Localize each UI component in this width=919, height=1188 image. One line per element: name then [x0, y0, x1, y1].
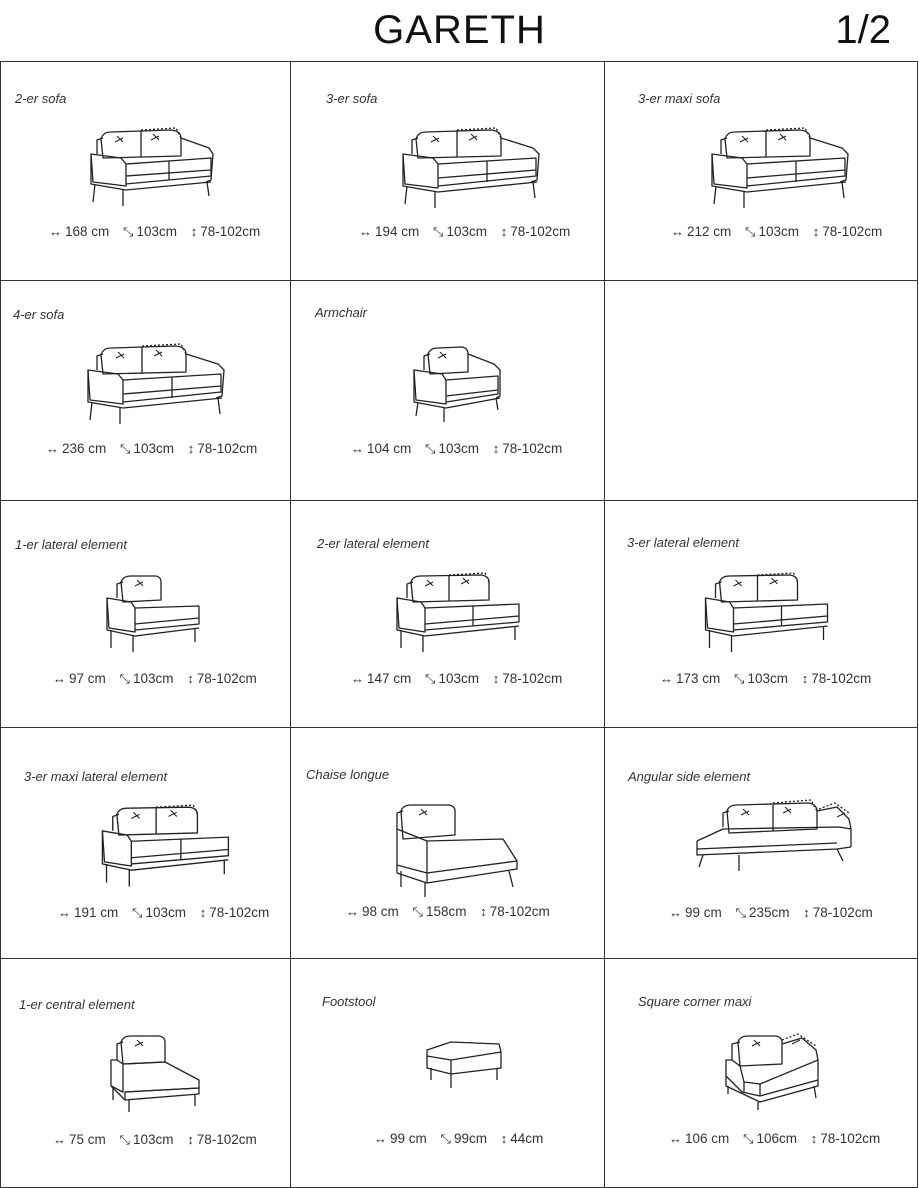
- depth-icon: ⤡: [120, 441, 131, 456]
- width-icon: ↔: [669, 1131, 682, 1146]
- product-cell: [0, 280, 291, 501]
- product-cell: [290, 280, 605, 501]
- height-icon: ↕: [500, 1131, 508, 1146]
- width-value: 191 cm: [74, 905, 119, 920]
- width-icon: ↔: [660, 671, 673, 686]
- width-value: 147 cm: [367, 671, 412, 686]
- depth-icon: ⤡: [440, 1131, 451, 1146]
- height-icon: ↕: [187, 671, 194, 686]
- product-grid: [0, 61, 918, 1188]
- depth-icon: ⤡: [119, 671, 130, 686]
- product-name: 2-er lateral element: [317, 536, 429, 551]
- depth-icon: ⤡: [132, 905, 143, 920]
- corner-drawing: [720, 1030, 835, 1120]
- dimensions: [359, 224, 570, 240]
- product-name: 3-er lateral element: [627, 535, 739, 550]
- width-value: 168 cm: [65, 224, 110, 239]
- page-number: 1/2: [835, 8, 891, 52]
- height-value: 78-102cm: [502, 671, 563, 686]
- width-icon: ↔: [346, 904, 359, 919]
- depth-icon: ⤡: [123, 224, 134, 239]
- depth-value: 103cm: [145, 905, 186, 920]
- product-cell: [604, 62, 918, 281]
- product-name: 1-er lateral element: [15, 537, 127, 552]
- dimensions: [351, 441, 562, 457]
- depth-value: 158cm: [425, 904, 467, 919]
- product-cell: [290, 500, 605, 728]
- width-icon: ↔: [49, 224, 62, 239]
- dimensions: [660, 671, 871, 687]
- empty-cell: [604, 280, 918, 501]
- depth-icon: ⤡: [425, 441, 436, 456]
- height-icon: ↕: [492, 441, 500, 456]
- width-value: 194 cm: [375, 224, 420, 239]
- height-value: 78-102cm: [812, 905, 873, 920]
- depth-icon: ⤡: [433, 224, 444, 239]
- height-value: 78-102cm: [489, 904, 550, 919]
- depth-icon: ⤡: [425, 671, 436, 686]
- height-icon: ↕: [199, 905, 207, 920]
- depth-value: 103cm: [446, 224, 487, 239]
- product-name: 1-er central element: [19, 997, 135, 1012]
- width-icon: ↔: [46, 441, 59, 456]
- width-value: 106 cm: [685, 1131, 730, 1146]
- product-name: Footstool: [322, 994, 376, 1009]
- product-cell: [604, 958, 918, 1188]
- height-icon: ↕: [810, 1131, 818, 1146]
- height-value: 78-102cm: [209, 905, 270, 920]
- width-icon: ↔: [53, 1132, 66, 1147]
- width-value: 75 cm: [69, 1132, 106, 1147]
- sofa-drawing: [391, 124, 551, 219]
- product-cell: [290, 62, 605, 281]
- width-value: 104 cm: [367, 441, 412, 456]
- width-value: 97 cm: [69, 671, 106, 686]
- width-icon: ↔: [58, 905, 71, 920]
- product-name: Chaise longue: [306, 767, 390, 782]
- height-icon: ↕: [190, 224, 198, 239]
- height-value: 78-102cm: [502, 441, 563, 456]
- product-name: 3-er maxi sofa: [638, 91, 721, 106]
- product-cell: [604, 500, 918, 728]
- dimensions: [46, 441, 257, 457]
- height-icon: ↕: [500, 224, 508, 239]
- height-icon: ↕: [187, 441, 195, 456]
- height-value: 78-102cm: [820, 1131, 881, 1146]
- height-icon: ↕: [492, 671, 500, 686]
- sofa-drawing: [101, 1030, 211, 1122]
- depth-value: 99cm: [453, 1131, 487, 1146]
- width-value: 99 cm: [390, 1131, 427, 1146]
- dimensions: [346, 904, 550, 920]
- depth-value: 103cm: [133, 441, 174, 456]
- depth-value: 103cm: [438, 671, 479, 686]
- depth-icon: ⤡: [412, 904, 423, 919]
- height-icon: ↕: [801, 671, 809, 686]
- height-value: 78-102cm: [200, 224, 261, 239]
- sofa-drawing: [91, 802, 246, 897]
- width-icon: ↔: [351, 441, 364, 456]
- depth-icon: ⤡: [735, 905, 746, 920]
- depth-icon: ⤡: [745, 224, 756, 239]
- height-value: 78-102cm: [510, 224, 571, 239]
- depth-icon: ⤡: [119, 1132, 130, 1147]
- product-name: 3-er sofa: [326, 91, 378, 106]
- depth-value: 103cm: [132, 1132, 174, 1147]
- width-icon: ↔: [359, 224, 372, 239]
- product-cell: [0, 62, 291, 281]
- sofa-drawing: [697, 570, 842, 662]
- depth-value: 103cm: [136, 224, 177, 239]
- product-name: 4-er sofa: [13, 307, 65, 322]
- footstool-drawing: [421, 1038, 506, 1098]
- dimensions: [53, 1132, 257, 1148]
- width-value: 236 cm: [62, 441, 107, 456]
- depth-value: 103cm: [747, 671, 788, 686]
- depth-value: 103cm: [758, 224, 799, 239]
- product-cell: [290, 958, 605, 1188]
- depth-icon: ⤡: [743, 1131, 754, 1146]
- width-value: 212 cm: [687, 224, 732, 239]
- depth-icon: ⤡: [734, 671, 745, 686]
- width-value: 98 cm: [362, 904, 399, 919]
- depth-value: 103cm: [132, 671, 174, 686]
- sofa-drawing: [700, 124, 860, 219]
- width-icon: ↔: [53, 671, 66, 686]
- height-value: 78-102cm: [197, 441, 258, 456]
- dimensions: [351, 671, 562, 687]
- height-value: 78-102cm: [822, 224, 883, 239]
- depth-value: 103cm: [438, 441, 479, 456]
- height-value: 78-102cm: [196, 671, 257, 686]
- height-icon: ↕: [803, 905, 810, 920]
- armchair-drawing: [406, 340, 516, 435]
- width-value: 99 cm: [685, 905, 722, 920]
- height-icon: ↕: [812, 224, 820, 239]
- width-value: 173 cm: [676, 671, 721, 686]
- width-icon: ↔: [374, 1131, 387, 1146]
- product-name: 3-er maxi lateral element: [24, 769, 168, 784]
- dimensions: [53, 671, 257, 687]
- dimensions: [374, 1131, 543, 1147]
- sofa-drawing: [391, 570, 531, 662]
- dimensions: [49, 224, 260, 240]
- product-name: 2-er sofa: [15, 91, 67, 106]
- height-icon: ↕: [187, 1132, 194, 1147]
- product-cell: [0, 500, 291, 728]
- sofa-drawing: [71, 340, 241, 435]
- depth-value: 235cm: [748, 905, 790, 920]
- product-cell: [604, 727, 918, 959]
- product-cell: [290, 727, 605, 959]
- angular-drawing: [687, 799, 862, 894]
- product-name: Angular side element: [628, 769, 751, 784]
- depth-value: 106cm: [756, 1131, 797, 1146]
- page-title: GARETH: [373, 8, 546, 52]
- height-value: 78-102cm: [811, 671, 872, 686]
- sofa-drawing: [81, 124, 231, 219]
- dimensions: [669, 1131, 880, 1147]
- height-value: 44cm: [510, 1131, 544, 1146]
- width-icon: ↔: [671, 224, 684, 239]
- product-name: Armchair: [315, 305, 368, 320]
- dimensions: [669, 905, 873, 921]
- height-icon: ↕: [480, 904, 487, 919]
- width-icon: ↔: [669, 905, 682, 920]
- product-name: Square corner maxi: [638, 994, 752, 1009]
- dimensions: [671, 224, 882, 240]
- product-cell: [0, 958, 291, 1188]
- dimensions: [58, 905, 269, 921]
- width-icon: ↔: [351, 671, 364, 686]
- height-value: 78-102cm: [196, 1132, 257, 1147]
- product-cell: [0, 727, 291, 959]
- sofa-drawing: [101, 570, 211, 662]
- chaise-drawing: [391, 799, 521, 899]
